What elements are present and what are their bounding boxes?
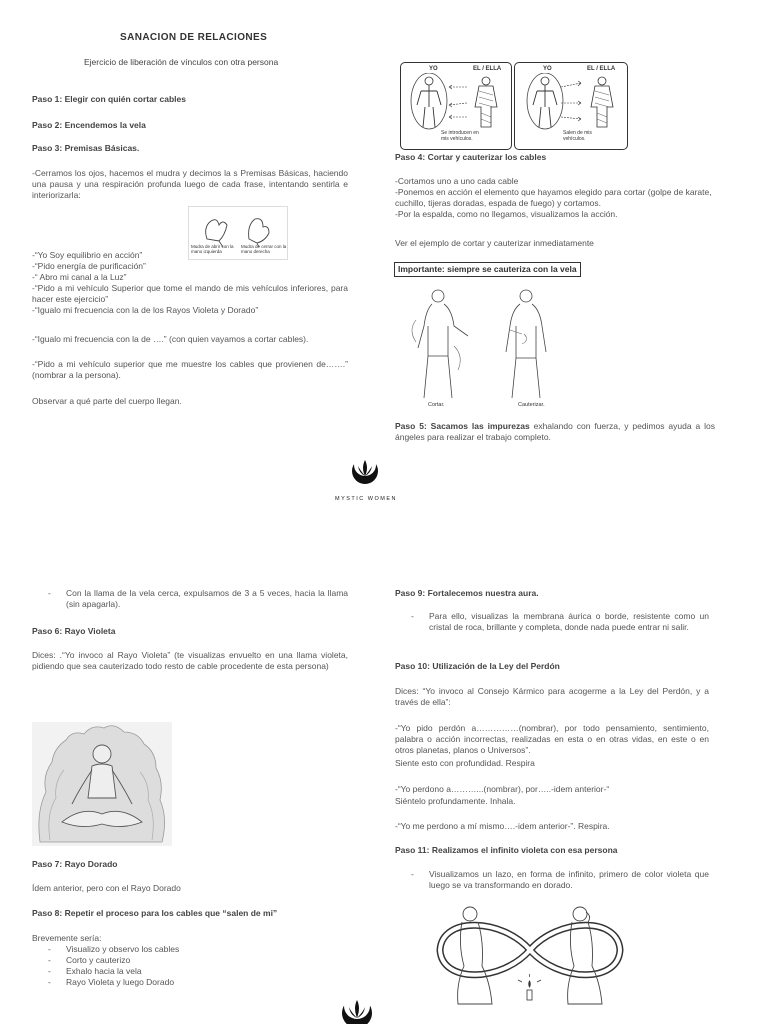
paso6-text: Dices: .“Yo invoco al Rayo Violeta” (te visualizas envuelto en una llama violeta, pidiendo que sea cauterizado todo resto de cable procedente de esta persona): [32, 650, 348, 671]
paso11-item: - Visualizamos un lazo, en forma de infinito, primero de color violeta que luego se va transformando en dorado.: [405, 869, 709, 891]
paso4-heading: Paso 4: Cortar y cauterizar los cables: [395, 152, 547, 162]
fig-label-yo: YO: [543, 66, 552, 72]
perdon3-text: -“Yo me perdono a mí mismo….-idem anterior-”. Respira.: [395, 821, 610, 831]
paso5-rest: exhalando con fuerza, y pedimos ayuda a los ángeles para realizar el trabajo completo.: [395, 421, 715, 442]
paso4-list: [395, 176, 715, 220]
infinity-figure: [412, 894, 648, 1012]
brevemente-item: - Visualizo y observo los cables: [42, 944, 342, 955]
paso3-text: -Cerramos los ojos, hacemos el mudra y decimos la s Premisas Básicas, haciendo una pausa y una respiración profunda luego de cada frase, intentando sentirla e interiorizarla:: [32, 168, 348, 200]
paso9-item: - Para ello, visualizas la membrana áurica o borde, resistente como un cristal de roca, brillante y completa, donde nada puede entrar ni salir.: [405, 611, 709, 633]
paso10-text: Dices: “Yo invoco al Consejo Kármico para acogerme a la Ley del Perdón, y a través de ella”:: [395, 686, 709, 707]
brevemente-item: - Exhalo hacia la vela: [42, 966, 342, 977]
paso6-heading: Paso 6: Rayo Violeta: [32, 626, 116, 636]
perdon2b-text: Siéntelo profundamente. Inhala.: [395, 796, 516, 806]
observar-text: Observar a qué parte del cuerpo llegan.: [32, 396, 182, 406]
cortar-cauterizar-figure: [398, 286, 578, 410]
ver-ejemplo-text: Ver el ejemplo de cortar y cauterizar inmediatamente: [395, 238, 594, 248]
paso5-heading: Paso 5: Sacamos las impurezas: [395, 421, 530, 431]
paso8-heading: Paso 8: Repetir el proceso para los cables que “salen de mi”: [32, 908, 278, 918]
cables-out-figure: [514, 62, 628, 150]
importante-box: Importante: siempre se cauteriza con la vela: [394, 262, 581, 277]
premisa-item: -“Igualo mi frecuencia con la de los Rayos Violeta y Dorado”: [32, 305, 259, 315]
premisa-item: -“ Abro mi canal a la Luz”: [32, 272, 127, 282]
paso10-heading: Paso 10: Utilización de la Ley del Perdón: [395, 661, 560, 671]
lotus-logo-partial: [340, 996, 374, 1024]
brevemente-list: [42, 944, 342, 988]
logo-text: MYSTIC WOMEN: [335, 496, 397, 502]
paso4-item: -Por la espalda, como no llegamos, visualizamos la acción.: [395, 209, 618, 219]
meditation-flame-figure: [32, 722, 172, 846]
igualo-text: -“Igualo mi frecuencia con la de ….” (con quien vayamos a cortar cables).: [32, 334, 309, 344]
document-subtitle: Ejercicio de liberación de vínculos con otra persona: [84, 57, 279, 67]
paso4-item: -Cortamos uno a uno cada cable: [395, 176, 519, 186]
mudra-caption-right: Mudra de cerrar con la mano derecha: [241, 244, 287, 254]
fig-right-caption: Salen de mis vehículos.: [563, 130, 592, 142]
llama-list: [42, 588, 348, 610]
paso9-heading: Paso 9: Fortalecemos nuestra aura.: [395, 588, 539, 598]
brevemente-item: - Rayo Violeta y luego Dorado: [42, 977, 342, 988]
premisa-item: -“Yo Soy equilibrio en acción”: [32, 250, 143, 260]
fig-label-yo: YO: [429, 66, 438, 72]
paso7-text: Ídem anterior, pero con el Rayo Dorado: [32, 883, 181, 893]
llama-item: - Con la llama de la vela cerca, expulsamos de 3 a 5 veces, hacia la llama (sin apagarla).: [42, 588, 348, 610]
cables-in-figure: [400, 62, 512, 150]
brevemente-item: - Corto y cauterizo: [42, 955, 342, 966]
premisa-item: -“Pido energía de purificación”: [32, 261, 146, 271]
perdon1-text: -“Yo pido perdón a……………(nombrar), por todo pensamiento, sentimiento, palabra o acción incorrectas, realizadas en esta o en otras vidas, en este o en otros planetas, planos o Universos”.: [395, 723, 709, 755]
paso3-heading: Paso 3: Premisas Básicas.: [32, 143, 140, 153]
cortar-label: Cortar.: [428, 402, 445, 408]
fig-label-el-ella: EL / ELLA: [587, 66, 616, 72]
paso2-heading: Paso 2: Encendemos la vela: [32, 120, 146, 130]
paso11-heading: Paso 11: Realizamos el infinito violeta con esa persona: [395, 845, 618, 855]
mystic-women-logo: [336, 456, 396, 506]
brevemente-label: Brevemente sería:: [32, 933, 102, 943]
pido-text: -“Pido a mi vehículo superior que me muestre los cables que provienen de…….” (nombrar a la persona).: [32, 359, 348, 380]
paso7-heading: Paso 7: Rayo Dorado: [32, 859, 118, 869]
fig-label-el-ella: EL / ELLA: [473, 66, 502, 72]
cauterizar-label: Cauterizar.: [518, 402, 545, 408]
mudra-caption-left: Mudra de abrir con la mano izquierda: [191, 244, 234, 254]
perdon1b-text: Siente esto con profundidad. Respira: [395, 758, 535, 768]
perdon2-text: -“Yo perdono a………...(nombrar), por…..-idem anterior-“: [395, 784, 610, 794]
paso5-text: [395, 421, 715, 443]
paso9-list: [405, 611, 709, 633]
fig-left-caption: Se introducen en mis vehículos.: [441, 130, 479, 142]
paso1-heading: Paso 1: Elegir con quién cortar cables: [32, 94, 186, 104]
paso4-item: -Ponemos en acción el elemento que hayamos elegido para cortar (golpe de karate, cuchillo, tijeras doradas, espada de fuego) y cortamos.: [395, 187, 712, 208]
premisas-list: [32, 250, 348, 316]
premisa-item: -“Pido a mi vehículo Superior que tome el mando de mis vehículos inferiores, para hacer este ejercicio”: [32, 283, 348, 304]
paso11-list: [405, 869, 709, 891]
document-title: SANACION DE RELACIONES: [120, 32, 268, 43]
